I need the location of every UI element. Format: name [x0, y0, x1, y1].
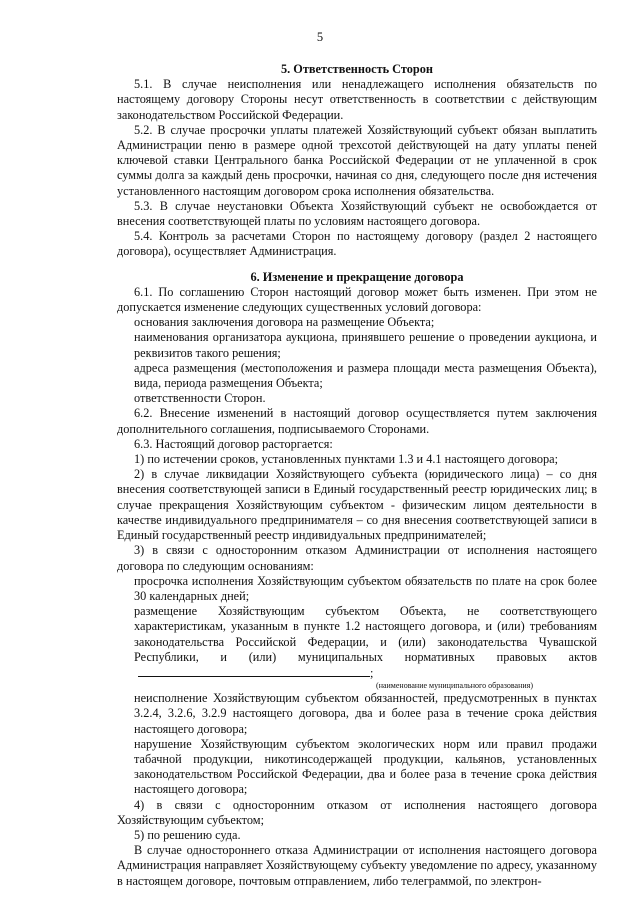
clause-6-1: 6.1. По соглашению Сторон настоящий договор может быть изменен. При этом не допускается изменение следующих существенных условий договора: — [117, 284, 597, 315]
clause-6-3: 6.3. Настоящий договор расторгается: — [134, 436, 333, 451]
clause-5-4: 5.4. Контроль за расчетами Сторон по настоящему договору (раздел 2 настоящего договора), осуществляет Администрация. — [117, 229, 597, 259]
condition-item: ответственности Сторон. — [134, 391, 266, 406]
termination-item-3: 3) в связи с односторонним отказом Администрации от исполнения настоящего договора по следующим основаниям: — [117, 543, 597, 573]
condition-item: наименования организатора аукциона, принявшего решение о проведении аукциона, и реквизитов такого решения; — [134, 330, 597, 360]
municipality-caption: (наименование муниципального образования) — [376, 681, 533, 691]
ground-item: неисполнение Хозяйствующим субъектом обязанностей, предусмотренных в пунктах 3.2.4, 3.2.6, 3.2.9 настоящего договора, два и более раза в течение срока действия настоящего договора; — [134, 691, 597, 736]
condition-item: основания заключения договора на размещение Объекта; — [134, 315, 435, 330]
ground-item: просрочка исполнения Хозяйствующим субъектом обязательств по плате на срок более 30 календарных дней; — [134, 573, 597, 603]
ground-text-end: ; — [370, 665, 374, 680]
condition-item: адреса размещения (местоположения и размера площади места размещения Объекта), вида, периода размещения Объекта; — [134, 360, 597, 391]
clause-5-2: 5.2. В случае просрочки уплаты платежей Хозяйствующий субъект обязан выплатить Администрации пеню в размере одной трехсотой действующей на дату уплаты пеней ключевой ставки Центрального банка Российской Федерации от не уплаченной в срок суммы долга за каждый день просрочки, начиная со дня, следующего после дня истечения установленного настоящим договором срока исполнения обязательства. — [117, 122, 597, 198]
ground-text: размещение Хозяйствующим субъектом Объекта, не соответствующего характеристикам, указанным в пункте 1.2 настоящего договора, и (или) требованиям законодательства Российской Федерации, и (или) законодательства Чувашской Республики, и (или) муниципальных нормативных правовых актов — [134, 604, 597, 664]
municipality-fill-line[interactable] — [138, 665, 370, 677]
termination-item-4: 4) в связи с односторонним отказом от исполнения настоящего договора Хозяйствующим субъектом; — [117, 797, 597, 827]
termination-item-5: 5) по решению суда. — [134, 827, 241, 842]
ground-item-municipal — [117, 604, 597, 691]
ground-item: нарушение Хозяйствующим субъектом экологических норм или правил продажи табачной продукции, никотинсодержащей продукции, кальянов, установленных законодательством Российской Федерации, два и более раза в течение срока действия настоящего договора; — [134, 736, 597, 797]
page-content — [117, 62, 597, 889]
ground-item-text — [117, 604, 597, 681]
clause-5-3: 5.3. В случае неустановки Объекта Хозяйствующий субъект не освобождается от внесения соответствующей платы по условиям настоящего договора. — [117, 198, 597, 229]
clause-5-1: 5.1. В случае неисполнения или ненадлежащего исполнения обязательств по настоящему договору Стороны несут ответственность в соответствии с действующим законодательством Российской Федерации. — [117, 77, 597, 122]
section-6-heading: 6. Изменение и прекращение договора — [250, 269, 464, 284]
termination-item-1: 1) по истечении сроков, установленных пунктами 1.3 и 4.1 настоящего договора; — [134, 452, 558, 467]
section-5-heading: 5. Ответственность Сторон — [281, 62, 433, 76]
clause-6-2: 6.2. Внесение изменений в настоящий договор осуществляется путем заключения дополнительного соглашения, подписываемого Сторонами. — [117, 406, 597, 436]
termination-item-2: 2) в случае ликвидации Хозяйствующего субъекта (юридического лица) – со дня внесения соответствующей записи в Единый государственный реестр юридических лиц; в случае прекращения Хозяйствующим субъектом - физическим лицом деятельности в качестве индивидуального предпринимателя – со дня внесения соответствующей записи в Единый государственный реестр индивидуальных предпринимателей; — [117, 467, 597, 543]
unilateral-refusal-paragraph: В случае одностороннего отказа Администрации от исполнения настоящего договора Администрация направляет Хозяйствующему субъекту уведомление по адресу, указанному в настоящем договоре, почтовым отправлением, либо телеграммой, по электрон- — [117, 843, 597, 888]
page-number: 5 — [316, 30, 324, 44]
